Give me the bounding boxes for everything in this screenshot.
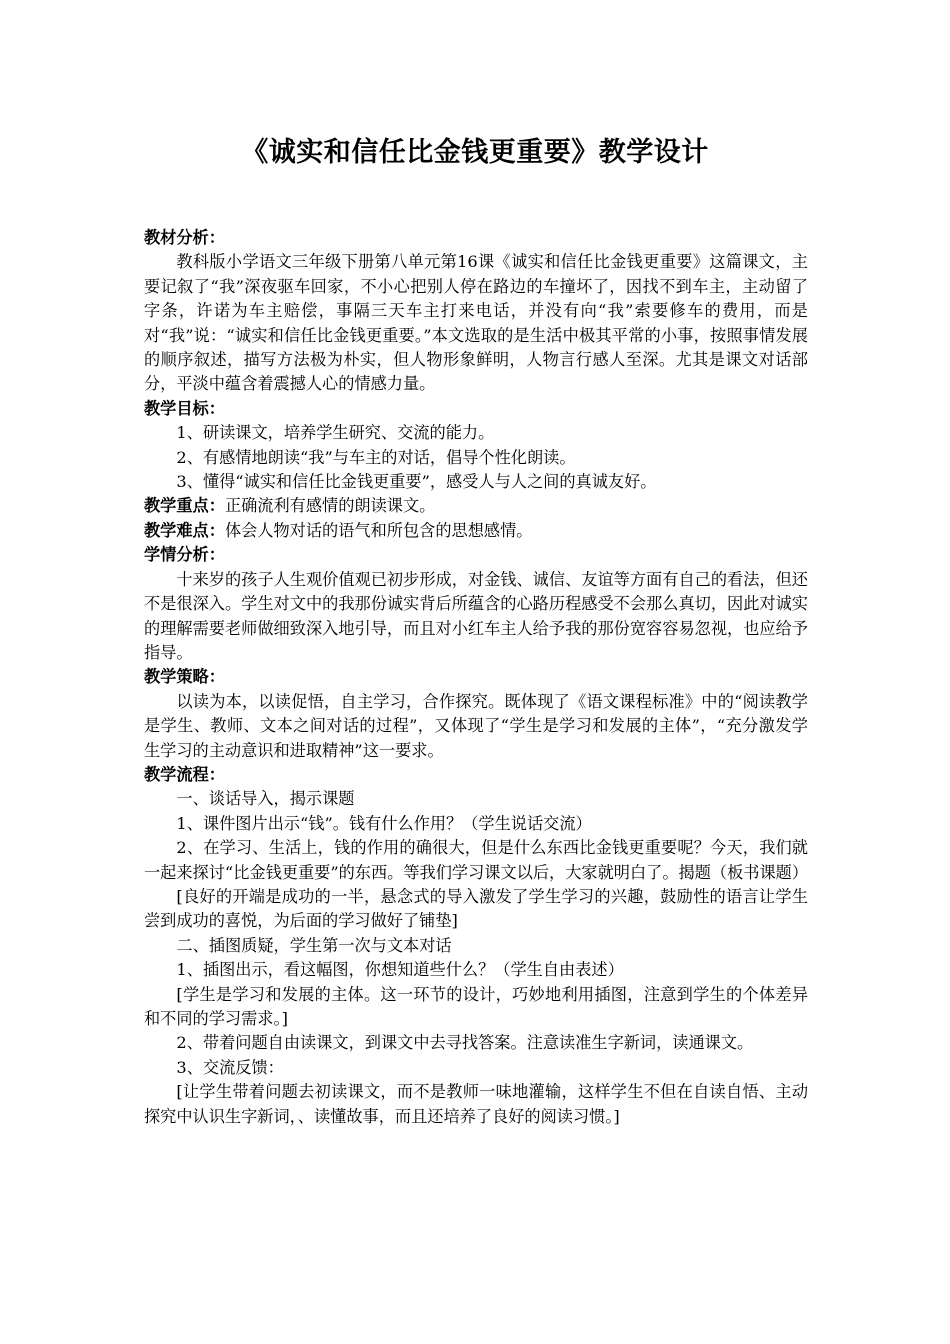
difficulty-text: 体会人物对话的语气和所包含的思想感情。 (224, 520, 533, 540)
process-step: 一、谈话导入，揭示课题 (176, 789, 355, 809)
process-step: 2、在学习、生活上，钱的作用的确很大，但是什么东西比金钱更重要呢？今天，我们就一起来探讨“比金钱更重要”的东西。等我们学习课文以后，大家就明白了。揭题（板书课题） (144, 838, 809, 882)
process-step: [让学生带着问题去初读课文，而不是教师一味地灌输，这样学生不但在自读自悟、主动探究中认识生字新词，、读懂故事，而且还培养了良好的阅读习惯。] (144, 1082, 808, 1126)
students-paragraph: 十来岁的孩子人生观价值观已初步形成，对金钱、诚信、友谊等方面有自己的看法，但还不是很深入。学生对文中的我那份诚实背后所蕴含的心路历程感受不会那么真切，因此对诚实的理解需要老师做细致深入地引导，而且对小红车主人给予我的那份宽容容易忽视，也应给予指导。 (144, 569, 808, 662)
key-point-text: 正确流利有感情的朗读课文。 (224, 496, 436, 516)
process-heading: 教学流程： (144, 764, 225, 784)
difficulty-line (144, 519, 808, 543)
goal-item: 3、懂得“诚实和信任比金钱更重要”，感受人与人之间的真诚友好。 (176, 472, 657, 492)
document-title: 《诚实和信任比金钱更重要》教学设计 (241, 137, 709, 168)
students-heading: 学情分析： (144, 545, 225, 565)
analysis-heading: 教材分析： (144, 228, 225, 247)
strategy-heading: 教学策略： (144, 667, 225, 687)
key-point-line (144, 494, 808, 518)
document-body (144, 226, 808, 1129)
goal-item: 1、研读课文，培养学生研究、交流的能力。 (176, 423, 495, 443)
process-step: 1、插图出示，看这幅图，你想知道些什么？（学生自由表述） (176, 960, 624, 980)
difficulty-label: 教学难点： (144, 520, 225, 540)
process-step: [良好的开端是成功的一半，悬念式的导入激发了学生学习的兴趣，鼓励性的语言让学生尝到成功的喜悦，为后面的学习做好了铺垫] (144, 886, 808, 931)
process-step: [学生是学习和发展的主体。这一环节的设计，巧妙地利用插图，注意到学生的个体差异和不同的学习需求。] (144, 984, 808, 1028)
strategy-paragraph: 以读为本，以读促悟，自主学习，合作探究。既体现了《语文课程标准》中的“阅读教学是学生、教师、文本之间对话的过程”，又体现了“学生是学习和发展的主体”，“充分激发学生学习的主动意识和进取精神”这一要求。 (144, 691, 808, 760)
analysis-paragraph: 教科版小学语文三年级下册第八单元第16课《诚实和信任比金钱更重要》这篇课文，主要记叙了“我”深夜驱车回家，不小心把别人停在路边的车撞坏了，因找不到车主，主动留了字条，许诺为车主赔偿，事隔三天车主打来电话，并没有向“我”索要修车的费用，而是对“我”说：“诚实和信任比金钱更重要。”本文选取的是生活中极其平常的小事，按照事情发展的顺序叙述，描写方法极为朴实，但人物形象鲜明，人物言行感人至深。尤其是课文对话部分，平淡中蕴含着震撼人心的情感力量。 (144, 252, 808, 394)
goal-item: 2、有感情地朗读“我”与车主的对话，倡导个性化朗读。 (176, 447, 576, 467)
key-point-label: 教学重点： (144, 496, 225, 516)
process-step: 1、课件图片出示“钱”。钱有什么作用？（学生说话交流） (176, 813, 592, 833)
process-step: 3、交流反馈： (176, 1057, 284, 1077)
process-step: 二、插图质疑，学生第一次与文本对话 (176, 935, 452, 955)
goals-heading: 教学目标： (144, 398, 225, 418)
process-step: 2、带着问题自由读课文，到课文中去寻找答案。注意读准生字新词，读通课文。 (176, 1033, 754, 1053)
